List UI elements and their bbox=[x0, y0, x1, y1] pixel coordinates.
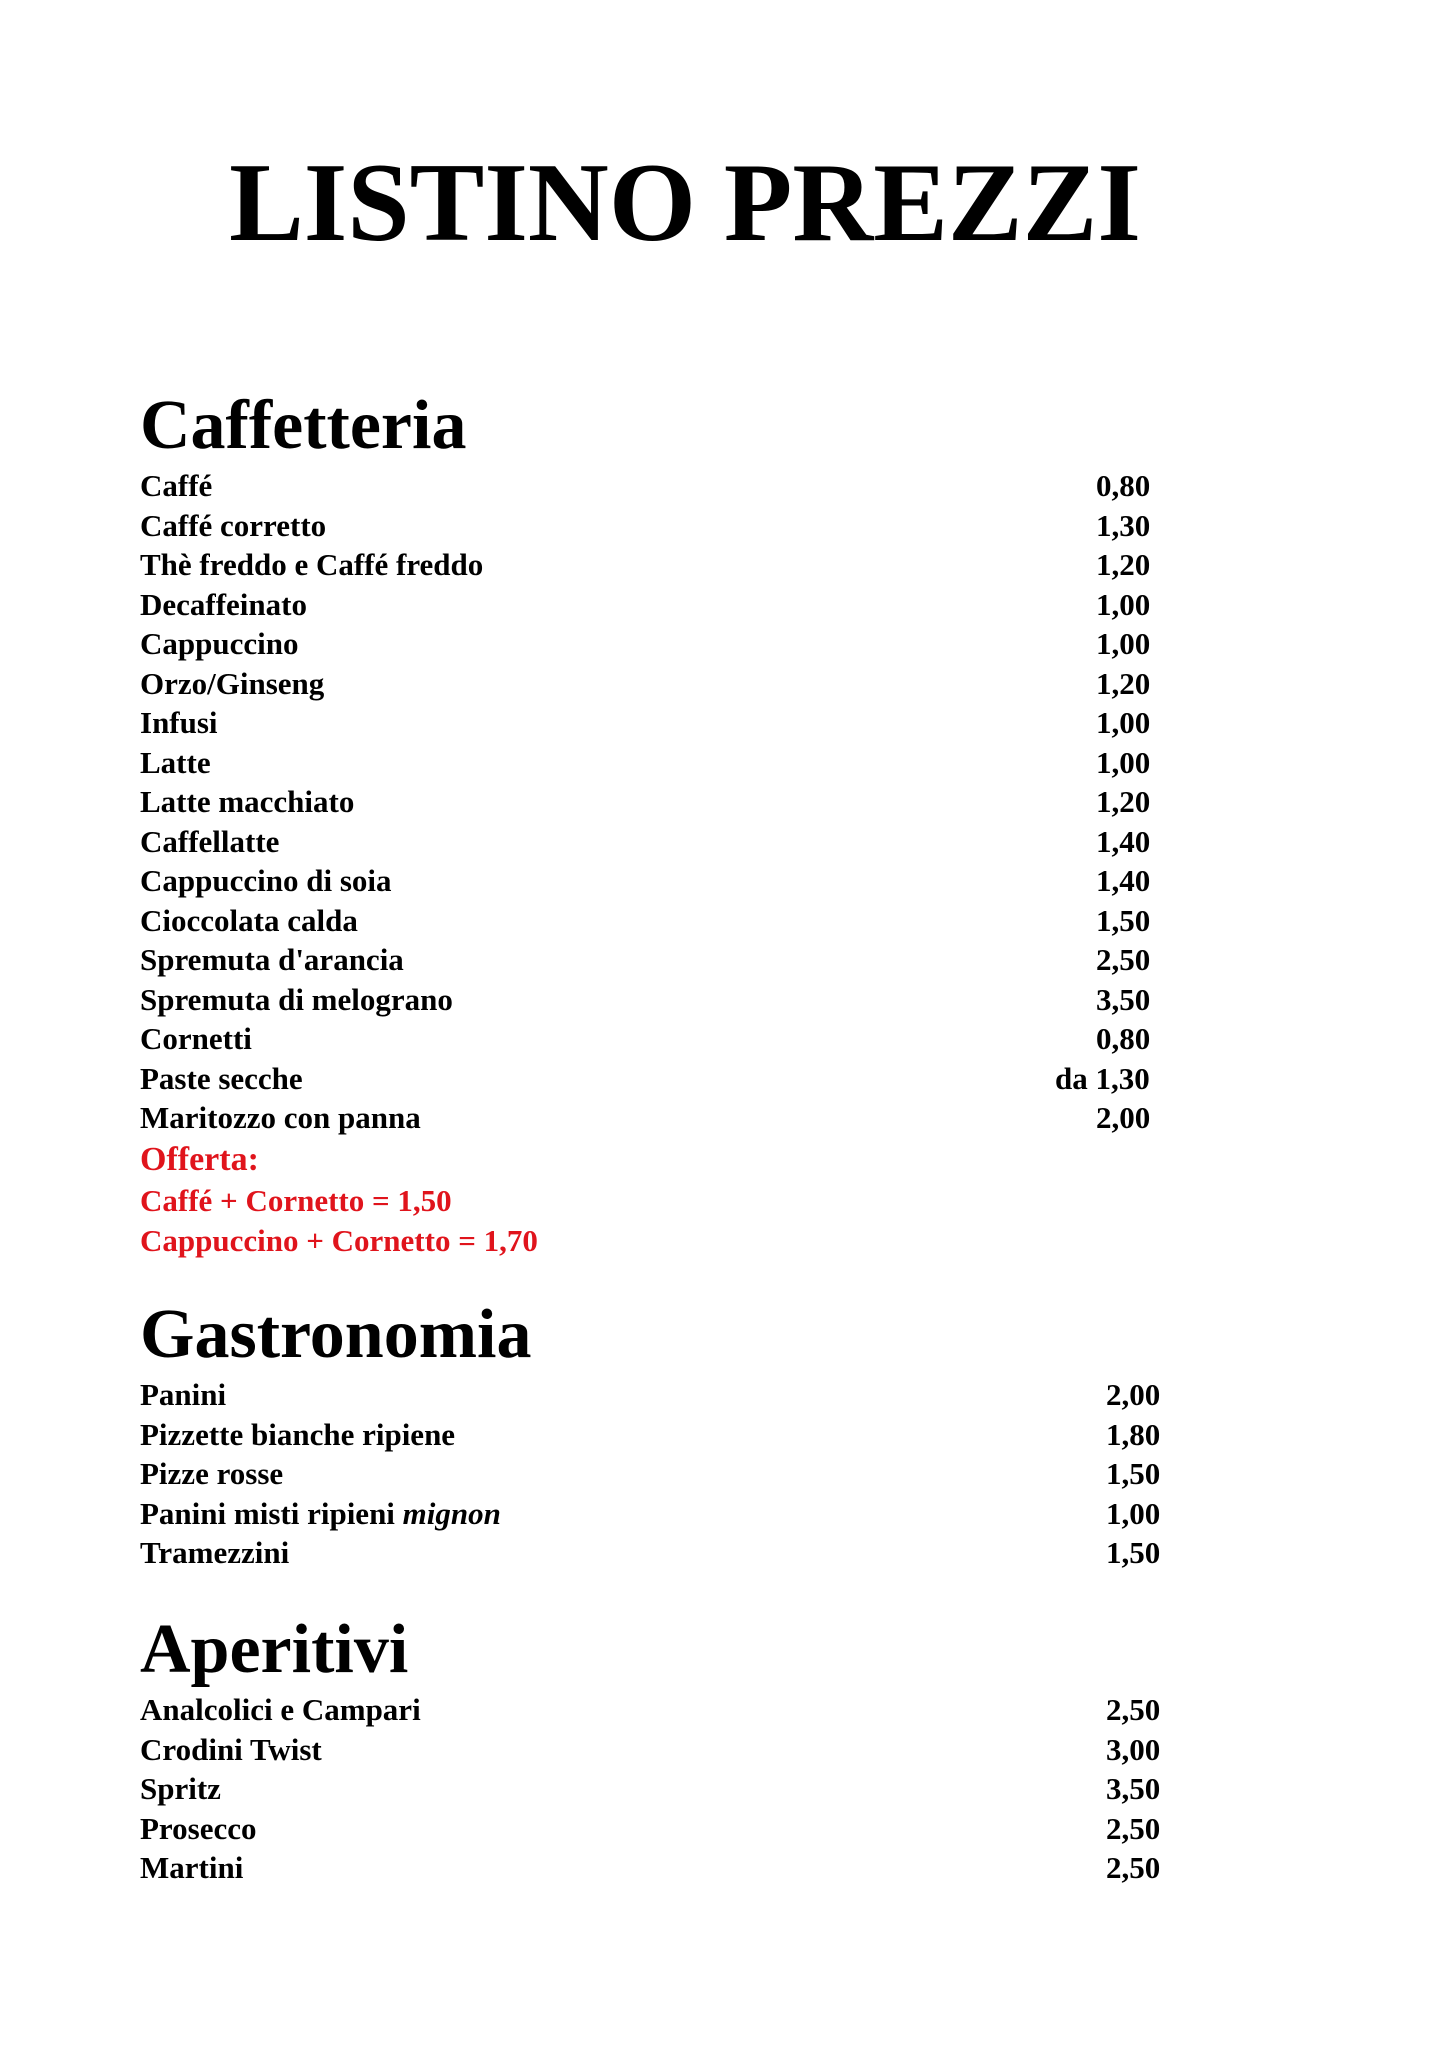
item-name: Caffellatte bbox=[140, 823, 280, 859]
item-name: Prosecco bbox=[140, 1810, 257, 1846]
item-name: Martini bbox=[140, 1850, 244, 1885]
item-price: 2,50 bbox=[1106, 1810, 1161, 1846]
item-list bbox=[140, 466, 1200, 1138]
menu-item-row bbox=[140, 506, 1200, 546]
item-name: Orzo/Ginseng bbox=[140, 665, 325, 701]
item-price: 1,20 bbox=[1096, 665, 1151, 701]
menu-item-row bbox=[140, 466, 1200, 506]
menu-item-row bbox=[140, 901, 1200, 941]
item-price: 2,50 bbox=[1106, 1692, 1161, 1727]
item-name: Cornetti bbox=[140, 1021, 252, 1056]
offer-heading: Offerta: bbox=[140, 1140, 259, 1178]
offer-line: Caffé + Cornetto = 1,50 bbox=[140, 1182, 452, 1218]
item-name: Cappuccino di soia bbox=[140, 863, 392, 898]
section-caffetteria bbox=[140, 386, 1200, 1261]
item-name: Cioccolata calda bbox=[140, 902, 358, 938]
item-price: 1,00 bbox=[1096, 744, 1151, 780]
item-name: Spremuta di melograno bbox=[140, 981, 453, 1017]
item-name: Infusi bbox=[140, 705, 218, 740]
item-name: Panini bbox=[140, 1377, 227, 1412]
item-price: 1,40 bbox=[1096, 823, 1151, 859]
item-name: Caffé bbox=[140, 468, 213, 503]
item-name: Thè freddo e Caffé freddo bbox=[140, 547, 484, 582]
menu-item-row bbox=[140, 1375, 1200, 1415]
item-name: Pizze rosse bbox=[140, 1456, 284, 1491]
section-gastronomia bbox=[140, 1295, 1200, 1573]
item-price: 1,00 bbox=[1096, 626, 1151, 661]
menu-item-row bbox=[140, 624, 1200, 664]
menu-item-row bbox=[140, 980, 1200, 1020]
menu-item-row bbox=[140, 1019, 1200, 1059]
item-price: 2,50 bbox=[1096, 942, 1151, 977]
item-name: Caffé corretto bbox=[140, 507, 327, 543]
item-name: Decaffeinato bbox=[140, 586, 307, 622]
item-price: da 1,30 bbox=[1055, 1060, 1150, 1096]
menu-item-row bbox=[140, 1098, 1200, 1138]
menu-item-row bbox=[140, 703, 1200, 743]
section-heading: Gastronomia bbox=[140, 1296, 532, 1373]
item-price: 3,50 bbox=[1096, 981, 1151, 1017]
item-price: 1,00 bbox=[1096, 705, 1151, 740]
menu-item-row bbox=[140, 1415, 1200, 1455]
item-price: 1,30 bbox=[1096, 507, 1151, 543]
item-name: Panini misti ripieni mignon bbox=[140, 1495, 501, 1531]
item-price: 1,00 bbox=[1096, 586, 1151, 622]
item-price: 1,80 bbox=[1106, 1416, 1161, 1452]
item-name: Cappuccino bbox=[140, 626, 299, 661]
item-price: 1,50 bbox=[1096, 902, 1151, 938]
menu-item-row bbox=[140, 782, 1200, 822]
section-heading: Aperitivi bbox=[140, 1611, 409, 1688]
menu-item-row bbox=[140, 1533, 1200, 1573]
menu-item-row bbox=[140, 822, 1200, 862]
item-price: 1,50 bbox=[1106, 1535, 1161, 1570]
item-price: 0,80 bbox=[1096, 1021, 1151, 1056]
menu-item-row bbox=[140, 585, 1200, 625]
menu-item-row bbox=[140, 545, 1200, 585]
item-name: Latte bbox=[140, 744, 211, 780]
menu-item-row bbox=[140, 1494, 1200, 1534]
item-name: Crodini Twist bbox=[140, 1731, 322, 1767]
section-heading: Caffetteria bbox=[140, 387, 467, 464]
item-price: 1,00 bbox=[1106, 1495, 1161, 1531]
item-name: Spremuta d'arancia bbox=[140, 942, 404, 977]
item-price: 0,80 bbox=[1096, 468, 1151, 503]
item-price: 3,00 bbox=[1106, 1731, 1161, 1767]
menu-item-row bbox=[140, 940, 1200, 980]
item-price: 1,20 bbox=[1096, 784, 1151, 819]
menu-item-row bbox=[140, 1848, 1200, 1888]
menu-item-row bbox=[140, 664, 1200, 704]
item-list bbox=[140, 1690, 1200, 1888]
item-list bbox=[140, 1375, 1200, 1573]
item-price: 1,20 bbox=[1096, 547, 1151, 582]
item-name: Latte macchiato bbox=[140, 784, 355, 819]
item-name: Paste secche bbox=[140, 1060, 303, 1096]
item-name: Maritozzo con panna bbox=[140, 1100, 421, 1135]
page-title: LISTINO PREZZI bbox=[229, 141, 1141, 265]
item-price: 2,00 bbox=[1106, 1377, 1161, 1412]
item-name-italic: mignon bbox=[402, 1495, 501, 1531]
menu-item-row bbox=[140, 743, 1200, 783]
offer-line: Cappuccino + Cornetto = 1,70 bbox=[140, 1222, 538, 1258]
menu-item-row bbox=[140, 1809, 1200, 1849]
menu-item-row bbox=[140, 1690, 1200, 1730]
menu-item-row bbox=[140, 1769, 1200, 1809]
item-price: 3,50 bbox=[1106, 1771, 1161, 1806]
section-aperitivi bbox=[140, 1610, 1200, 1888]
item-price: 2,00 bbox=[1096, 1100, 1151, 1135]
item-price: 1,50 bbox=[1106, 1456, 1161, 1491]
menu-item-row bbox=[140, 861, 1200, 901]
item-name: Tramezzini bbox=[140, 1535, 290, 1570]
item-price: 1,40 bbox=[1096, 863, 1151, 898]
menu-item-row bbox=[140, 1454, 1200, 1494]
menu-item-row bbox=[140, 1059, 1200, 1099]
menu-item-row bbox=[140, 1730, 1200, 1770]
item-name: Pizzette bianche ripiene bbox=[140, 1416, 456, 1452]
item-name: Spritz bbox=[140, 1771, 221, 1806]
item-name: Analcolici e Campari bbox=[140, 1692, 421, 1727]
item-price: 2,50 bbox=[1106, 1850, 1161, 1885]
